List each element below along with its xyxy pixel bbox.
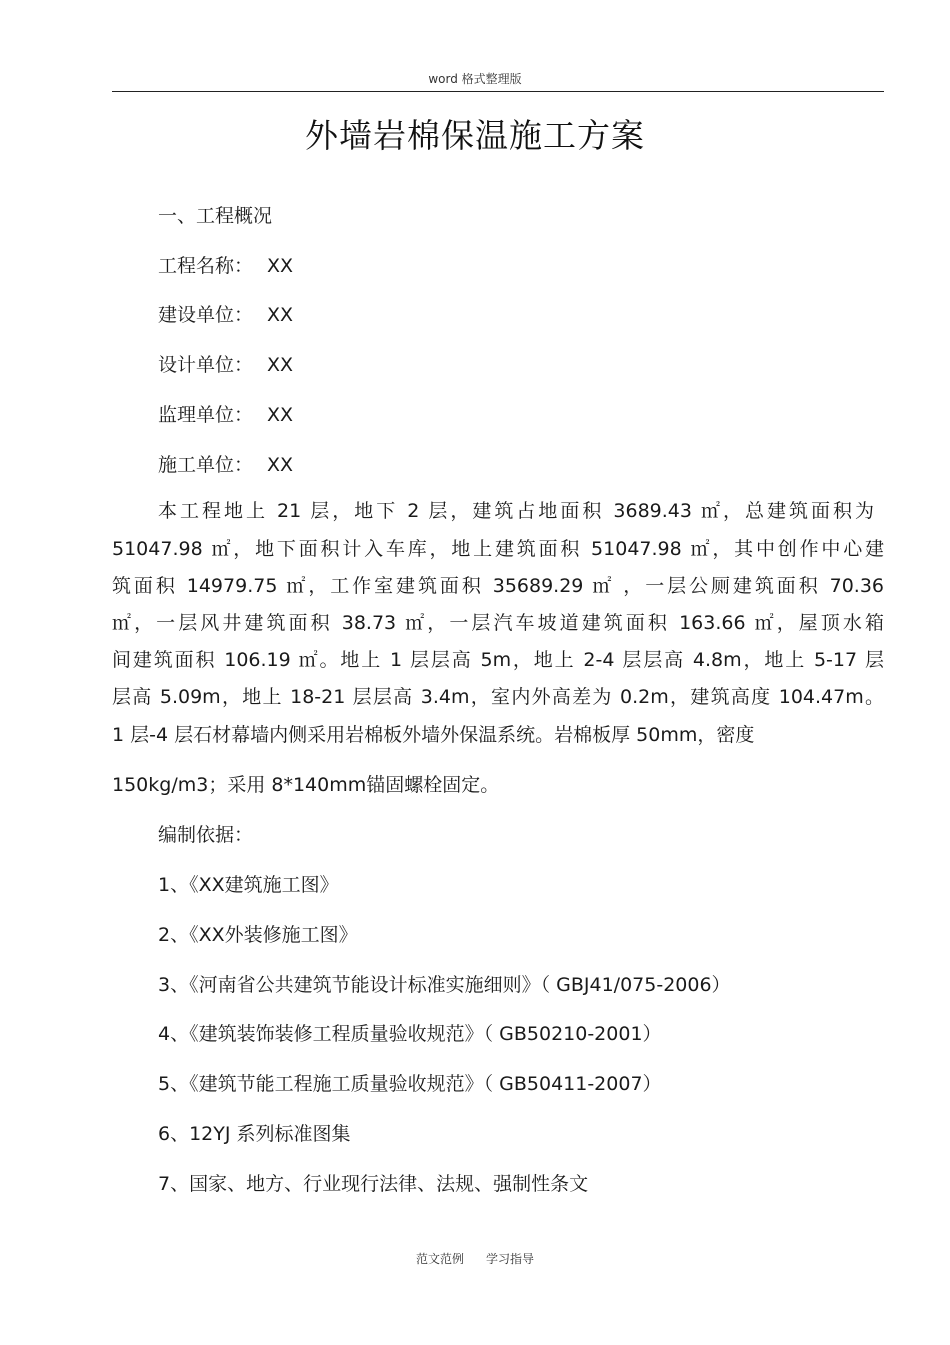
paragraph-line: 150kg/m3；采用 8*140mm锚固螺栓固定。 [112,774,500,796]
header-divider [112,91,884,92]
field-value: XX [267,255,294,277]
list-item: 1、《XX建筑施工图》 [158,874,339,896]
field-value: XX [267,354,294,376]
field-label: 工程名称： [158,255,254,277]
section-heading: 一、工程概况 [158,205,273,227]
paragraph-line: 间建筑面积 106.19 ㎡。地上 1 层层高 5m，地上 2-4 层层高 4.8m，地上 5-17 层 [112,649,884,671]
list-item: 3、《河南省公共建筑节能设计标准实施细则》（ GBJ41/075-2006） [158,974,731,996]
paragraph-line: 1 层-4 层石材幕墙内侧采用岩棉板外墙外保温系统。岩棉板厚 50mm，密度 [112,724,755,746]
field-label: 施工单位： [158,454,254,476]
footer-left-text: 范文范例 [415,1252,464,1266]
footer-right-text: 学习指导 [486,1252,535,1266]
page-header: word 格式整理版 [428,72,522,86]
field-supervisor [158,403,293,427]
field-project-name [158,254,293,278]
basis-heading: 编制依据： [158,824,254,846]
paragraph-line: 层高 5.09m，地上 18-21 层层高 3.4m，室内外高差为 0.2m，建筑高度 104.47m。 [112,686,884,708]
list-item: 4、《建筑装饰装修工程质量验收规范》（ GB50210-2001） [158,1023,662,1045]
field-label: 设计单位： [158,354,254,376]
page-footer [0,1250,950,1267]
field-label: 建设单位： [158,304,254,326]
list-item: 7、国家、地方、行业现行法律、法规、强制性条文 [158,1173,589,1195]
field-value: XX [267,304,294,326]
field-owner [158,303,293,327]
list-item: 2、《XX外装修施工图》 [158,924,358,946]
document-title: 外墙岩棉保温施工方案 [305,116,645,155]
list-item: 5、《建筑节能工程施工质量验收规范》（ GB50411-2007） [158,1073,662,1095]
field-contractor [158,453,293,477]
paragraph-line: 51047.98 ㎡，地下面积计入车库，地上建筑面积 51047.98 ㎡，其中创作中心建 [112,538,884,560]
paragraph-line: 本工程地上 21 层，地下 2 层，建筑占地面积 3689.43 ㎡，总建筑面积为 [158,500,874,522]
list-item: 6、12YJ 系列标准图集 [158,1123,351,1145]
paragraph-line: 筑面积 14979.75 ㎡，工作室建筑面积 35689.29 ㎡ ，一层公厕建筑面积 70.36 [112,575,884,597]
field-value: XX [267,404,294,426]
paragraph-line: ㎡，一层风井建筑面积 38.73 ㎡，一层汽车坡道建筑面积 163.66 ㎡，屋顶水箱 [112,612,884,634]
field-designer [158,353,293,377]
field-label: 监理单位： [158,404,254,426]
field-value: XX [267,454,294,476]
